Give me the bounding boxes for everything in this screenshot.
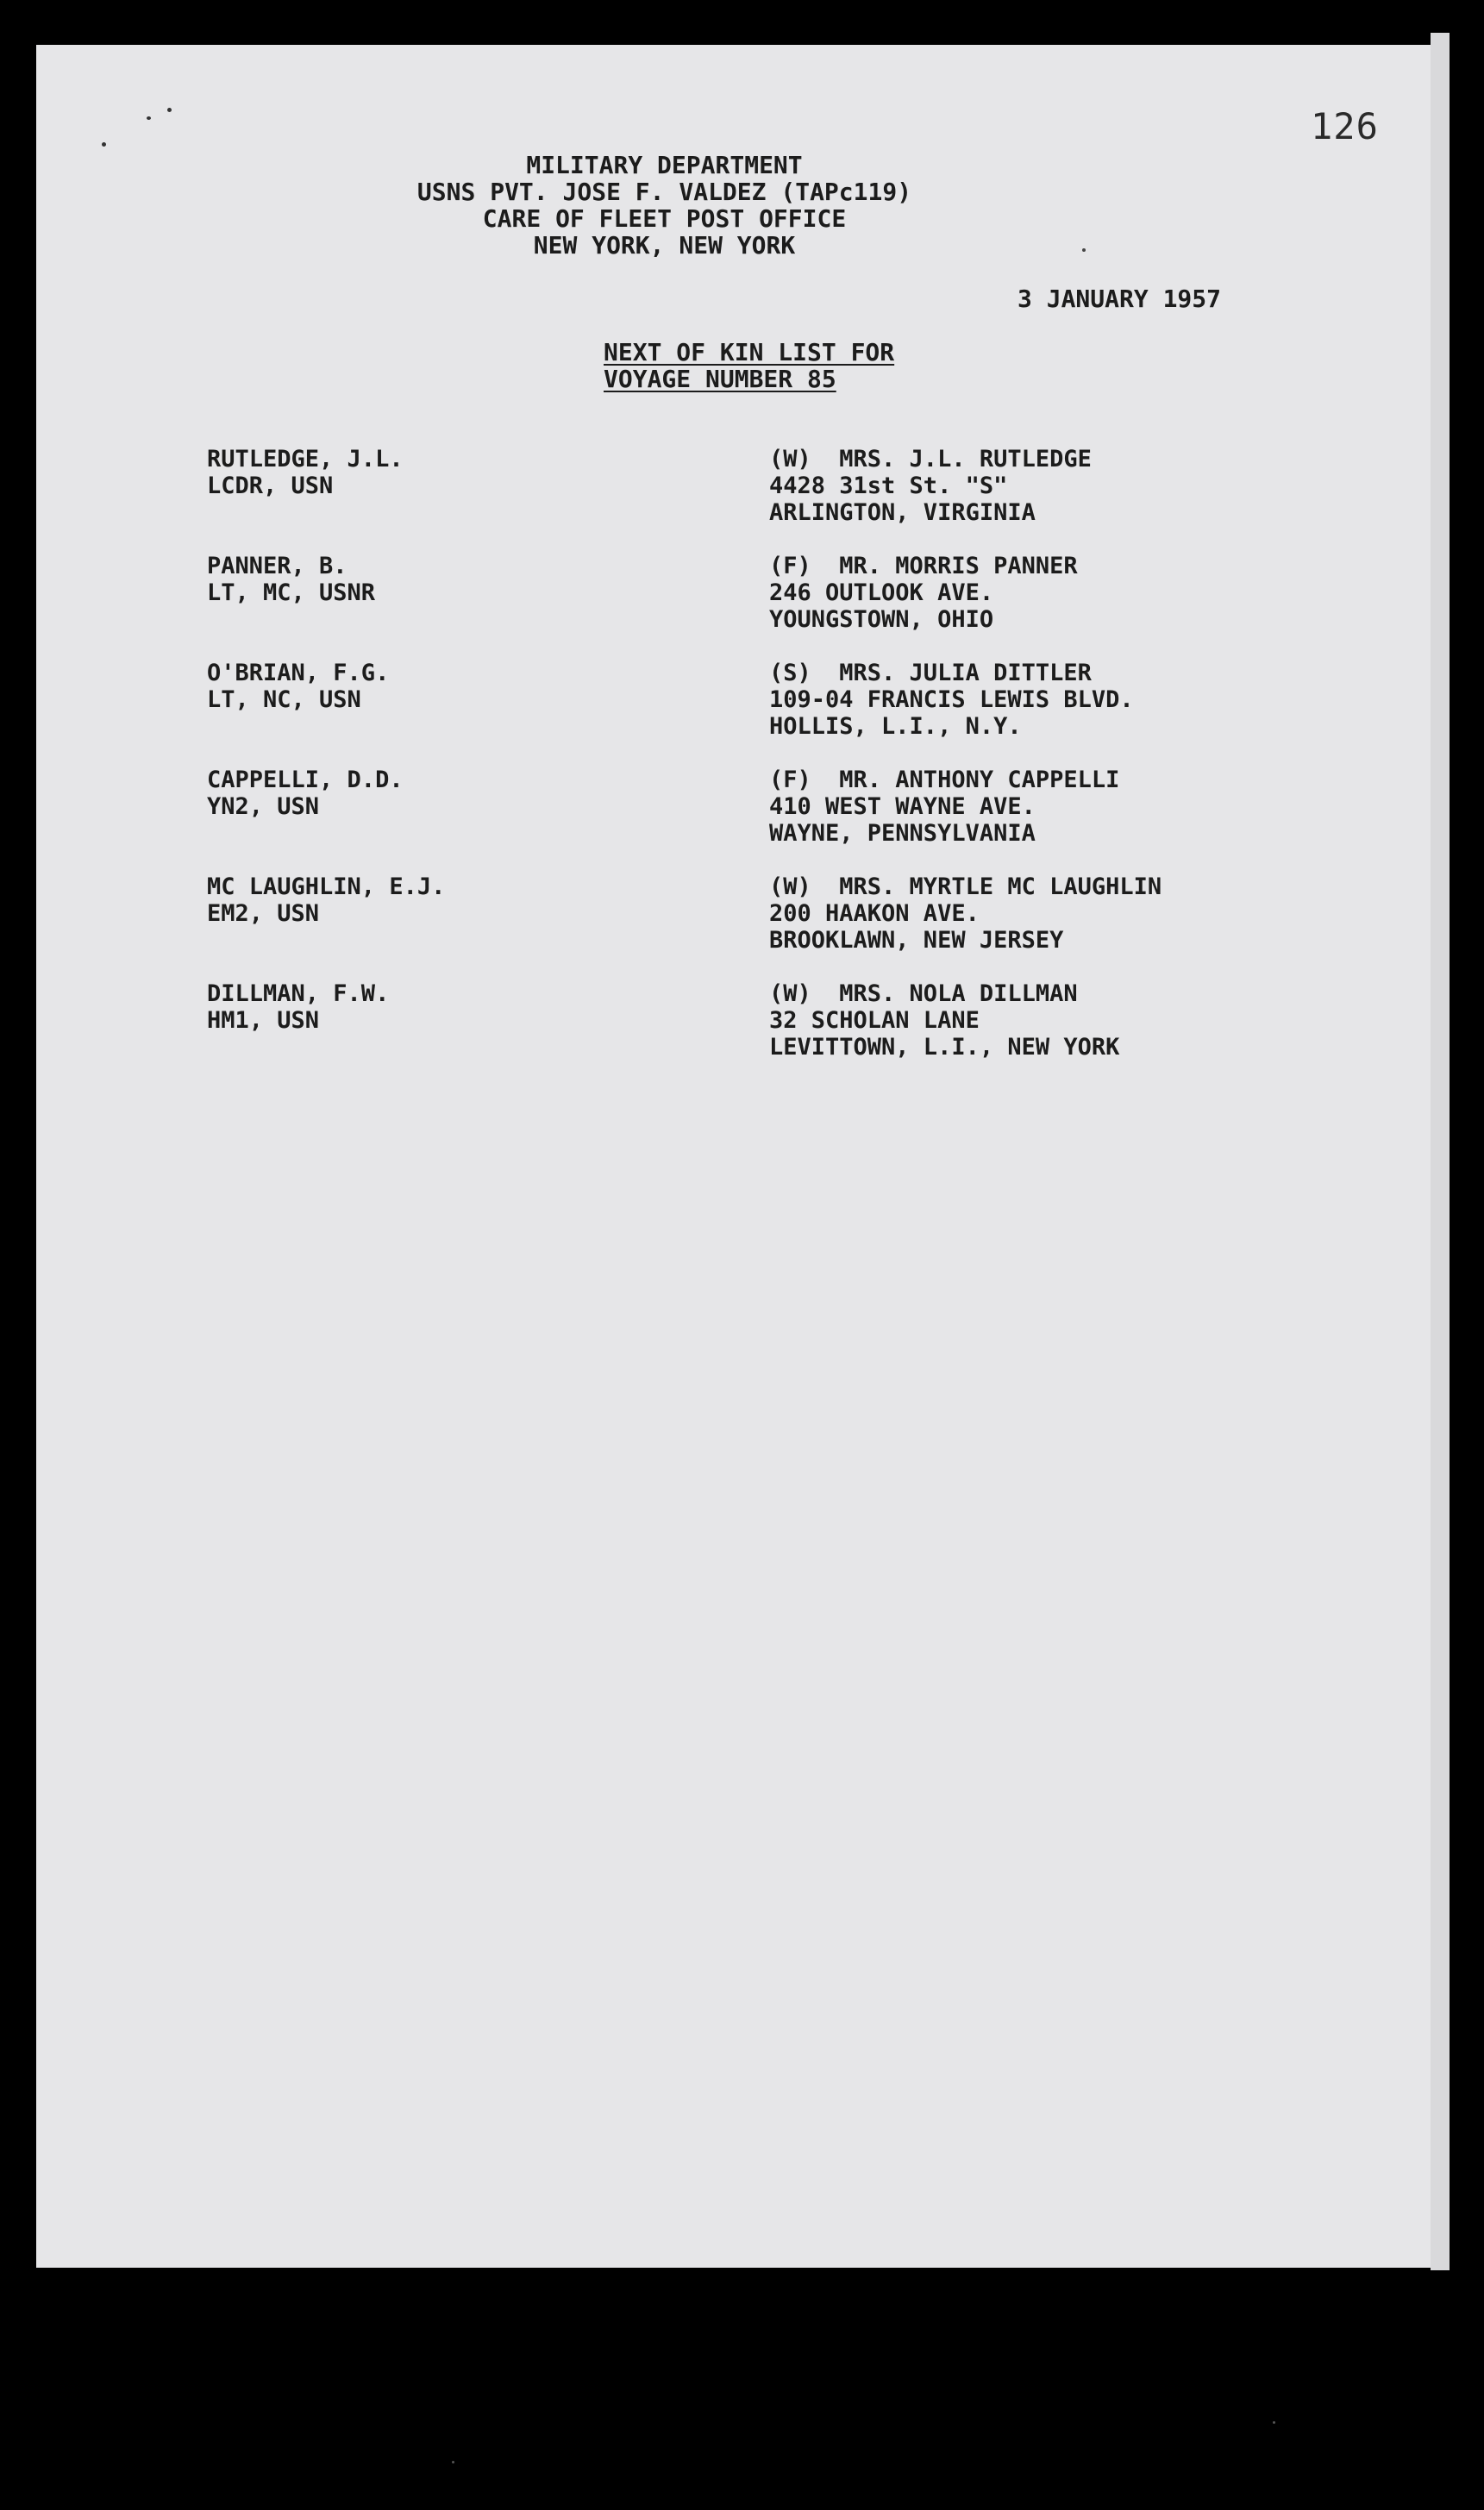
list-item — [0, 767, 1484, 873]
list-item — [0, 553, 1484, 660]
kin-city: BROOKLAWN, NEW JERSEY — [769, 927, 1064, 954]
next-of-kin — [769, 767, 1373, 847]
next-of-kin — [769, 446, 1373, 526]
kin-street: 109-04 FRANCIS LEWIS BLVD. — [769, 686, 1134, 713]
list-item — [0, 980, 1484, 1087]
member-rank: YN2, USN — [207, 793, 320, 820]
list-item — [0, 873, 1484, 980]
scan-specks — [448, 2457, 535, 2509]
next-of-kin — [769, 660, 1373, 740]
kin-city: YOUNGSTOWN, OHIO — [769, 606, 994, 633]
kin-name: (F) MR. ANTHONY CAPPELLI — [769, 767, 1120, 793]
kin-city: HOLLIS, L.I., N.Y. — [769, 713, 1022, 740]
next-of-kin — [769, 553, 1373, 633]
title-line: VOYAGE NUMBER 85 — [604, 365, 836, 393]
letterhead-line: MILITARY DEPARTMENT — [526, 151, 803, 179]
title-line: NEXT OF KIN LIST FOR — [604, 338, 895, 366]
member-rank: LT, NC, USN — [207, 686, 361, 713]
kin-name: (W) MRS. J.L. RUTLEDGE — [769, 446, 1092, 473]
next-of-kin-list — [0, 446, 1484, 1087]
service-member — [207, 873, 724, 927]
member-name: DILLMAN, F.W. — [207, 980, 390, 1007]
kin-name: (W) MRS. NOLA DILLMAN — [769, 980, 1078, 1007]
service-member — [207, 980, 724, 1034]
document-date: 3 JANUARY 1957 — [1018, 285, 1222, 313]
page-edge — [1431, 33, 1450, 2270]
kin-name: (S) MRS. JULIA DITTLER — [769, 660, 1092, 686]
kin-street: 32 SCHOLAN LANE — [769, 1007, 980, 1034]
kin-street: 410 WEST WAYNE AVE. — [769, 793, 1036, 820]
list-item — [0, 660, 1484, 767]
kin-street: 200 HAAKON AVE. — [769, 900, 980, 927]
member-name: MC LAUGHLIN, E.J. — [207, 873, 446, 900]
next-of-kin — [769, 873, 1373, 954]
scan-specks — [95, 103, 181, 155]
letterhead-line: CARE OF FLEET POST OFFICE — [482, 204, 847, 233]
list-item — [0, 446, 1484, 553]
member-name: CAPPELLI, D.D. — [207, 767, 404, 793]
stray-mark — [1082, 248, 1086, 252]
letterhead-line: USNS PVT. JOSE F. VALDEZ (TAPc119) — [416, 178, 912, 206]
service-member — [207, 767, 724, 820]
next-of-kin — [769, 980, 1373, 1061]
letterhead-line: NEW YORK, NEW YORK — [533, 231, 796, 260]
kin-city: LEVITTOWN, L.I., NEW YORK — [769, 1034, 1120, 1061]
scan-specks — [1268, 2414, 1354, 2466]
member-rank: LCDR, USN — [207, 473, 334, 499]
page-number: 126 — [1311, 105, 1379, 147]
document-title — [604, 339, 894, 392]
kin-name: (F) MR. MORRIS PANNER — [769, 553, 1078, 579]
kin-street: 4428 31st St. "S" — [769, 473, 1008, 499]
letterhead — [0, 152, 1484, 259]
kin-name: (W) MRS. MYRTLE MC LAUGHLIN — [769, 873, 1162, 900]
service-member — [207, 553, 724, 606]
member-name: RUTLEDGE, J.L. — [207, 446, 404, 473]
member-name: PANNER, B. — [207, 553, 348, 579]
service-member — [207, 660, 724, 713]
kin-street: 246 OUTLOOK AVE. — [769, 579, 994, 606]
member-rank: EM2, USN — [207, 900, 320, 927]
kin-city: WAYNE, PENNSYLVANIA — [769, 820, 1036, 847]
member-rank: HM1, USN — [207, 1007, 320, 1034]
kin-city: ARLINGTON, VIRGINIA — [769, 499, 1036, 526]
member-rank: LT, MC, USNR — [207, 579, 376, 606]
member-name: O'BRIAN, F.G. — [207, 660, 390, 686]
service-member — [207, 446, 724, 499]
